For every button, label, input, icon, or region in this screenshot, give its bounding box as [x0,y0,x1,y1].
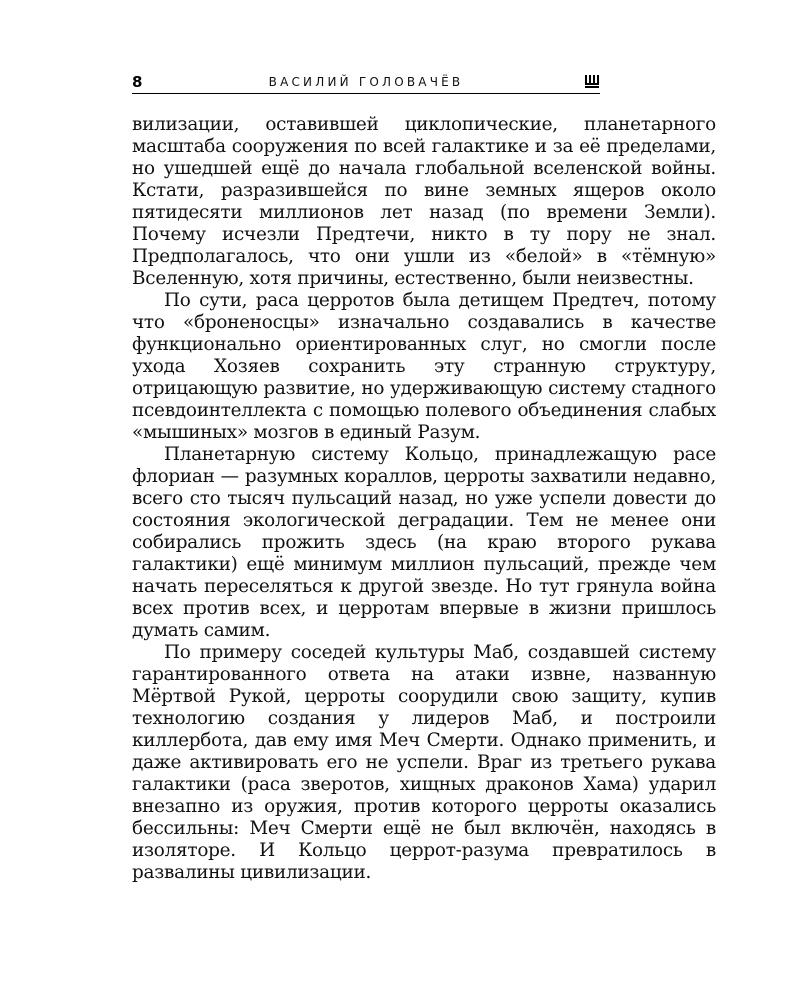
page-header [132,72,600,94]
paragraph: По примеру соседей культуры Маб, создавшей систему гарантированного ответа на атаки извне, названную Мёртвой Рукой, церроты соорудили свою защиту, купив технологию создания у лидеров Маб, и построили киллербота, дав ему имя Меч Смерти. Однако применить, и даже активировать его не успели. Враг из третьего рукава галактики (раса зверотов, хищных драконов Хама) ударил внезапно из оружия, против которого церроты оказались бессильны: Меч Смерти ещё не был включён, находясь в изоляторе. И Кольцо церрот-разума превратилось в развалины цивилизации. [132,642,716,883]
page-number: 8 [132,73,143,91]
running-head-author: ВАСИЛИЙ ГОЛОВАЧЁВ [268,75,464,89]
publisher-logo-icon [584,74,600,89]
header-rule [132,93,600,94]
paragraph: Планетарную систему Кольцо, принадлежащую расе флориан — разумных кораллов, церроты захватили недавно, всего сто тысяч пульсаций назад, но уже успели довести до состояния экологической деградации. Тем не менее они собирались прожить здесь (на краю второго рукава галактики) ещё минимум миллион пульсаций, прежде чем начать переселяться к другой звезде. Но тут грянула война всех против всех, и церротам впервые в жизни пришлось думать самим. [132,444,716,641]
main-text [132,114,716,884]
paragraph: По сути, раса церротов была детищем Предтеч, потому что «броненосцы» изначально создавались в качестве функционально ориентированных слуг, но смогли после ухода Хозяев сохранить эту странную структуру, отрицающую развитие, но удерживающую систему стадного псевдоинтеллекта с помощью полевого объединения слабых «мышиных» мозгов в единый Разум. [132,290,716,443]
paragraph: вилизации, оставившей циклопические, планетарного масштаба сооружения по всей галактике и за её пределами, но ушедшей ещё до начала глобальной вселенской войны. Кстати, разразившейся по вине земных ящеров около пятидесяти миллионов лет назад (по времени Земли). Почему исчезли Предтечи, никто в ту пору не знал. Предполагалось, что они ушли из «белой» в «тёмную» Вселенную, хотя причины, естественно, были неизвестны. [132,114,716,289]
